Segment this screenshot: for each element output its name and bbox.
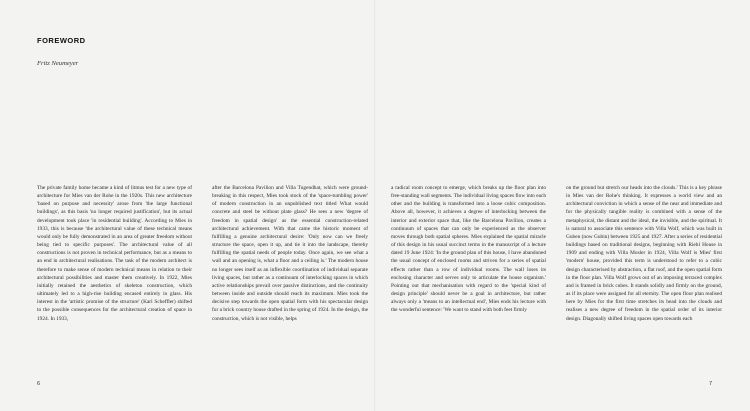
column-text: a radical room concept to emerge, which breaks up the floor plan into free-standing wall segments. The individual living spaces flow into each other and the building is transformed into a loose cubic composition. Above all, however, it achieves a degree of interlocking between the interior and exterior space that, like the Barcelona Pavilion, creates a continuum of spaces that can only be experienced as the observer moves through both spatial spheres. Mies explained the spatial miracle of this design in his usual succinct terms in the manuscript of a lecture dated 19 June 1924: 'In the ground plan of this house, I have abandoned the usual concept of enclosed rooms and striven for a series of spatial effects rather than a row of individual rooms. The wall loses its enclosing character and serves only to articulate the house organism.' Pointing out that mechanisation with regard to the 'special kind of design principle' should never be a goal in architecture, but rather always only a 'means to an intellectual end', Mies ends his lecture with the wonderful sentence: 'We want to stand with both feet firmly — [391, 185, 546, 314]
column-text: on the ground but stretch our heads into the clouds.' This is a key phrase in Mies van der Rohe's thinking. It expresses a world view and an architectural conviction in which a sense of the near and immediate and for the physically tangible reality is combined with a sense of the metaphysical, the distant and the ideal, the invisible, and the spiritual. It is natural to associate this sentence with Villa Wolf, which was built in Guben (now Gubin) between 1925 and 1927. After a series of residential buildings based on traditional designs, beginning with Riehl House in 1909 and ending with Villa Mosler in 1924, Villa Wolf is Mies' first 'modern' house, provided this term is understood to refer to a cubic design characterised by abstraction, a flat roof, and the open spatial form in the floor plan. Villa Wolf grows out of an imposing terraced complex and is framed in brick cubes. It stands solidly and firmly on the ground, as if its place were assigned for all eternity. The open floor plan realised here by Mies for the first time stretches its head into the clouds and realises a new degree of freedom in the spatial order of its interior design. Diagonally shifted living spaces open towards each — [566, 185, 722, 322]
column-text: The private family home became a kind of litmus test for a new type of architecture for Mies van der Rohe in the 1920s. This new architecture 'based on purpose and necessity' arose from 'the large functional buildings', as this basis 'no longer required justification', but its actual development took place 'in residential building'. According to Mies in 1933, this is because 'the architectural value of these technical means would only be fully demonstrated in an area of greater freedom without being tied to specific purposes'. The architectural value of all constructions is not proven in technical performance, but as a means to an end in architectural realisations. The task of the modern architect is therefore to make sense of modern technical means in relation to their architectural possibilities and master them creatively. In 1922, Mies initially retained the aesthetics of skeleton construction, which ultimately led to a high-rise building encased entirely in glass. His interest in the 'artistic promise of the structure' (Karl Scheffler) shifted to the possible consequences for the architectural creation of space in 1924. In 1933, — [37, 185, 192, 322]
column-text: after the Barcelona Pavilion and Villa Tugendhat, which were ground-breaking in this respect, Mies took stock of the 'space-tumbling power' of modern construction in an unpublished text titled What would concrete and steel be without plate glass? He sees a new 'degree of freedom in spatial design' as the essential construction-related architectural achievement. With that came the historic moment of fulfilling a genuine architectural desire: 'Only now can we freely structure the space, open it up, and tie it into the landscape, thereby fulfilling the spatial needs of people today. Once again, we see what a wall and an opening is, what a floor and a ceiling is.' The modern house no longer sees itself as an inflexible coordination of individual separate living spaces, but rather as a continuum of interlocking spaces in which active relationships prevail over passive distinctions, and the continuity between inside and outside should reach its maximum. Mies took the decisive step towards the open spatial form with his spectacular design for a brick country house drafted in the spring of 1924. In the design, the construction, which is not visible, helps — [212, 185, 368, 322]
text-column-4 — [566, 184, 722, 323]
author-name: Fritz Neumeyer — [37, 60, 79, 67]
page-number-left: 6 — [37, 381, 41, 387]
text-column-1 — [37, 184, 192, 323]
page-heading: FOREWORD — [37, 36, 86, 45]
text-column-2 — [212, 184, 368, 323]
page-number-right: 7 — [709, 381, 713, 387]
text-column-3 — [391, 184, 546, 315]
book-gutter — [374, 0, 376, 411]
